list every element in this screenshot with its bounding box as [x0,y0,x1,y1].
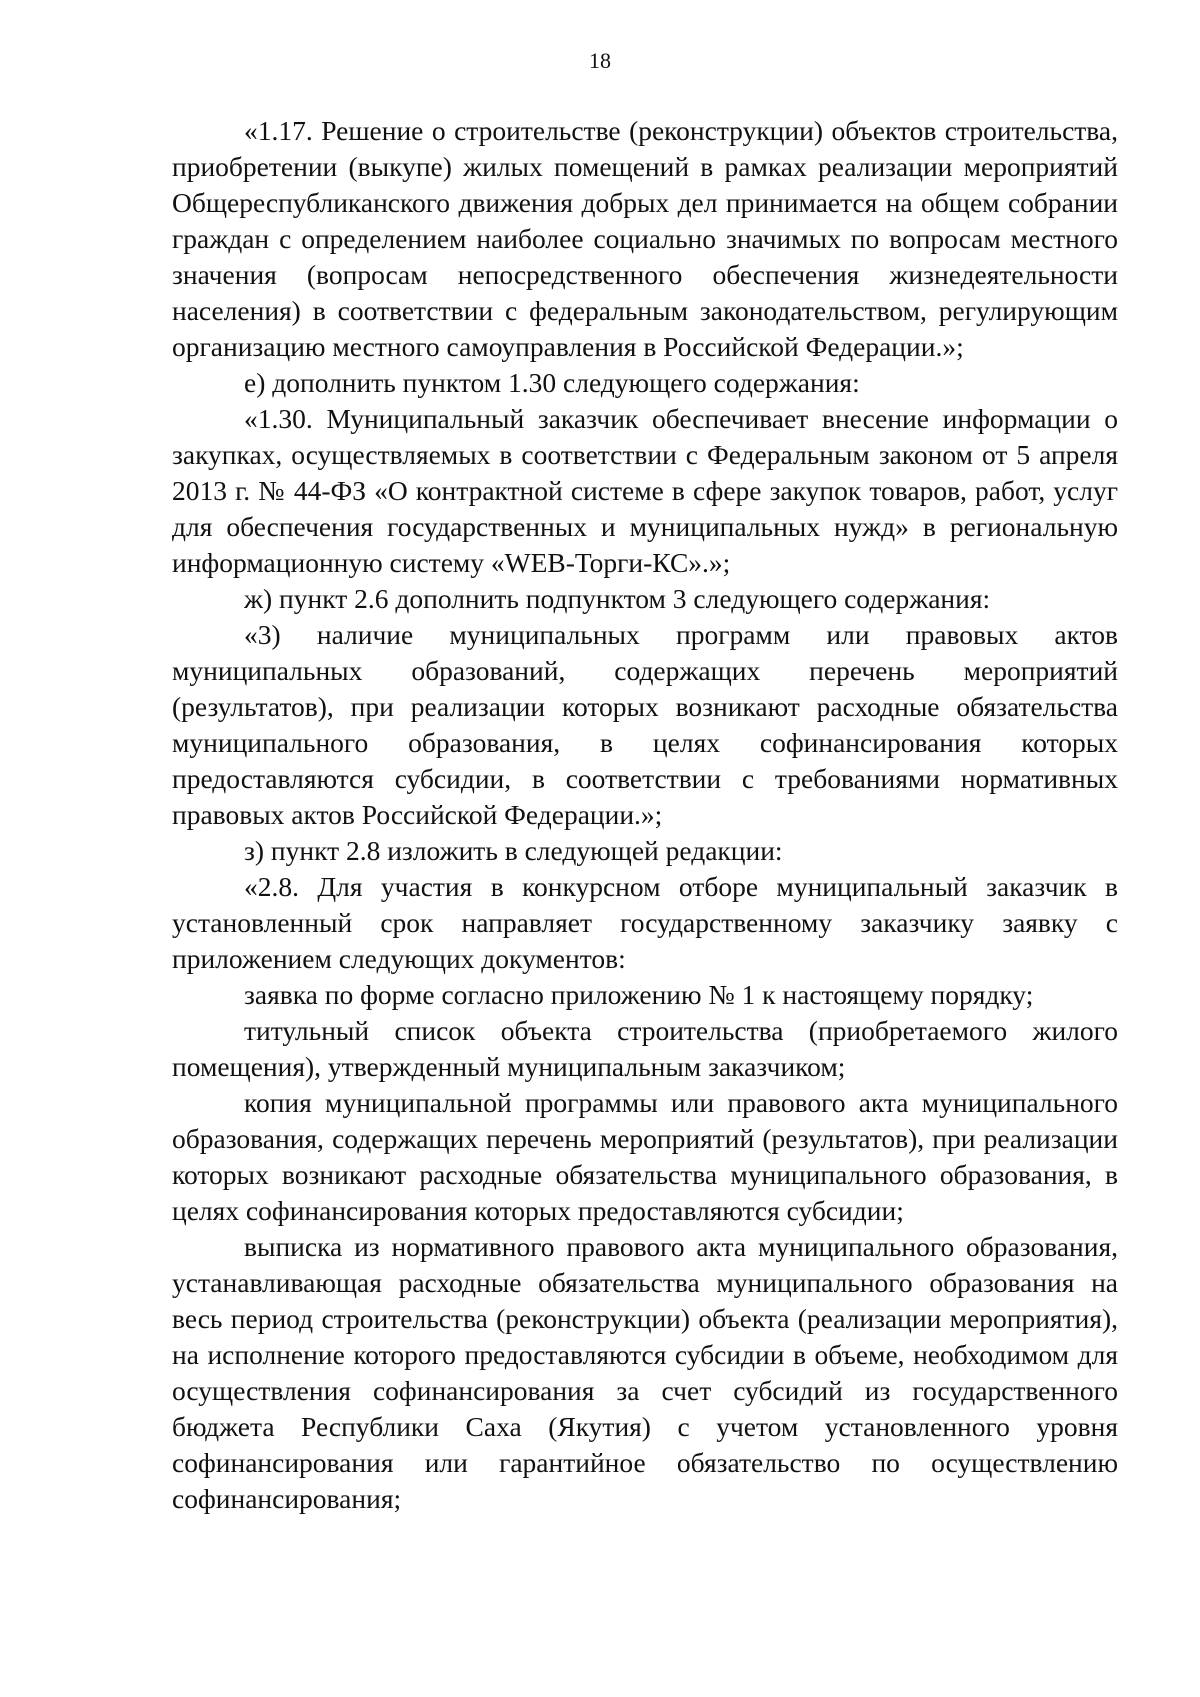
page-number: 18 [589,48,611,73]
paragraph-item-zh: ж) пункт 2.6 дополнить подпунктом 3 следующего содержания: [244,583,991,614]
paragraph-item-e: е) дополнить пунктом 1.30 следующего содержания: [244,367,860,398]
paragraph-1-30: «1.30. Муниципальный заказчик обеспечивает внесение информации о закупках, осуществляемых в соответствии с Федеральным законом от 5 апреля 2013 г. № 44-ФЗ «О контрактной системе в сфере закупок товаров, работ, услуг для обеспечения государственных и муниципальных нужд» в региональную информационную систему «WEB-Торги-КС».»; [172,403,1118,578]
paragraph-2-8: «2.8. Для участия в конкурсном отборе муниципальный заказчик в установленный срок направляет государственному заказчику заявку с приложением следующих документов: [172,871,1118,974]
paragraph-title-list: титульный список объекта строительства (приобретаемого жилого помещения), утвержденный муниципальным заказчиком; [172,1015,1118,1082]
paragraph-application-form: заявка по форме согласно приложению № 1 к настоящему порядку; [244,979,1034,1010]
paragraph-item-z: з) пункт 2.8 изложить в следующей редакции: [244,835,783,866]
paragraph-program-copy: копия муниципальной программы или правового акта муниципального образования, содержащих перечень мероприятий (результатов), при реализации которых возникают расходные обязательства муниципального образования, в целях софинансирования которых предоставляются субсидии; [172,1087,1118,1226]
paragraph-subitem-3: «3) наличие муниципальных программ или правовых актов муниципальных образований, содержащих перечень мероприятий (результатов), при реализации которых возникают расходные обязательства муниципального образования, в целях софинансирования которых предоставляются субсидии, в соответствии с требованиями нормативных правовых актов Российской Федерации.»; [172,619,1118,830]
paragraph-legal-act-extract: выписка из нормативного правового акта муниципального образования, устанавливающая расходные обязательства муниципального образования на весь период строительства (реконструкции) объекта (реализации мероприятия), на исполнение которого предоставляются субсидии в объеме, необходимом для осуществления софинансирования за счет субсидий из государственного бюджета Республики Саха (Якутия) с учетом установленного уровня софинансирования или гарантийное обязательство по осуществлению софинансирования; [172,1231,1118,1514]
document-body [172,113,1118,1517]
paragraph-1-17: «1.17. Решение о строительстве (реконструкции) объектов строительства, приобретении (выкупе) жилых помещений в рамках реализации мероприятий Общереспубликанского движения добрых дел принимается на общем собрании граждан с определением наиболее социально значимых по вопросам местного значения (вопросам непосредственного обеспечения жизнедеятельности населения) в соответствии с федеральным законодательством, регулирующим организацию местного самоуправления в Российской Федерации.»; [172,115,1118,362]
